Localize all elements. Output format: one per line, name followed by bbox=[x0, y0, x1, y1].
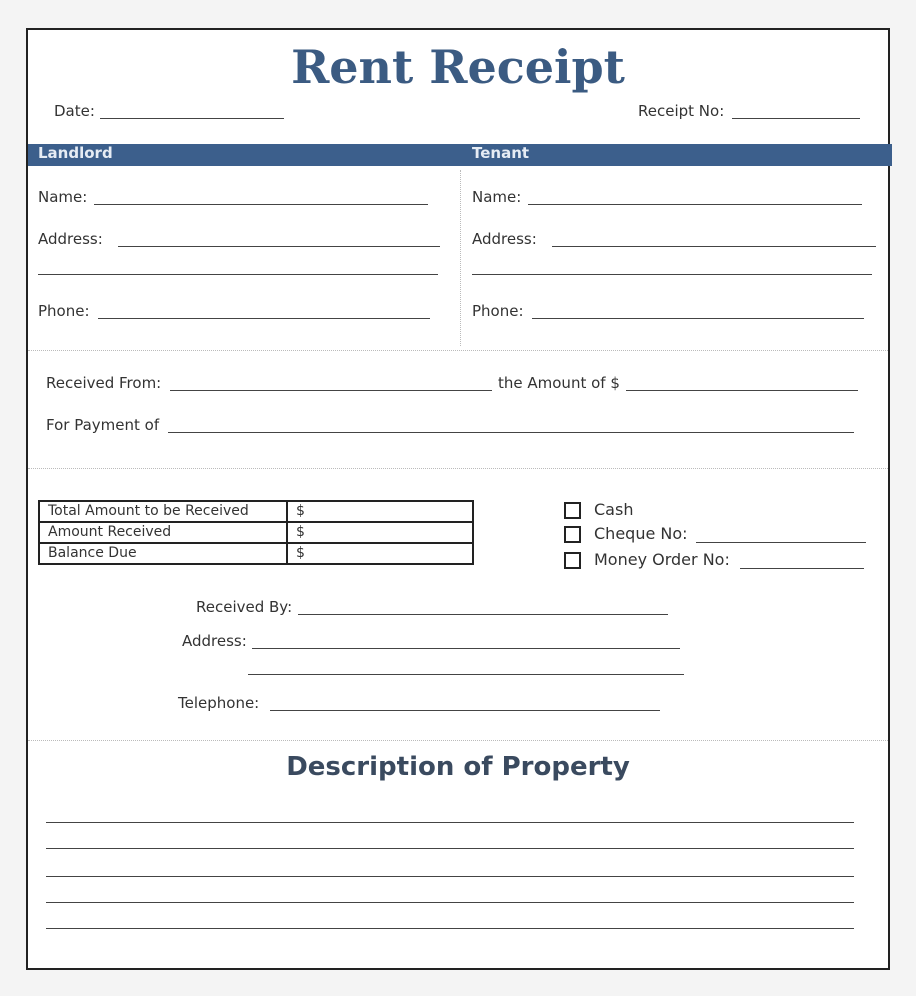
telephone-field[interactable] bbox=[270, 710, 660, 711]
total-amount-label: Total Amount to be Received bbox=[39, 501, 287, 522]
party-header-band bbox=[28, 144, 892, 166]
received-from-field[interactable] bbox=[170, 390, 492, 391]
cheque-checkbox[interactable] bbox=[564, 526, 581, 543]
date-field[interactable] bbox=[100, 118, 284, 119]
landlord-heading: Landlord bbox=[38, 144, 113, 162]
description-line[interactable] bbox=[46, 876, 854, 877]
section-divider bbox=[28, 740, 888, 741]
amount-received-label: Amount Received bbox=[39, 522, 287, 543]
landlord-address-field[interactable] bbox=[118, 246, 440, 247]
table-row bbox=[39, 543, 473, 564]
amount-label: the Amount of $ bbox=[498, 374, 620, 392]
telephone-label: Telephone: bbox=[178, 694, 260, 712]
description-line[interactable] bbox=[46, 928, 854, 929]
amount-received-field[interactable]: $ bbox=[287, 522, 473, 543]
receiver-address-field[interactable] bbox=[252, 648, 680, 649]
balance-due-label: Balance Due bbox=[39, 543, 287, 564]
landlord-phone-field[interactable] bbox=[98, 318, 430, 319]
money-order-no-field[interactable] bbox=[740, 568, 864, 569]
date-label: Date: bbox=[54, 102, 95, 120]
for-payment-field[interactable] bbox=[168, 432, 854, 433]
amounts-table bbox=[38, 500, 474, 565]
tenant-phone-label: Phone: bbox=[472, 302, 524, 320]
for-payment-label: For Payment of bbox=[46, 416, 160, 434]
party-divider bbox=[460, 170, 461, 346]
rent-receipt-form bbox=[26, 28, 890, 970]
amount-field[interactable] bbox=[626, 390, 858, 391]
section-divider bbox=[28, 350, 888, 351]
balance-due-field[interactable]: $ bbox=[287, 543, 473, 564]
table-row bbox=[39, 501, 473, 522]
receiver-address-field-2[interactable] bbox=[248, 674, 684, 675]
tenant-name-field[interactable] bbox=[528, 204, 862, 205]
money-order-label: Money Order No: bbox=[594, 550, 730, 569]
cash-checkbox[interactable] bbox=[564, 502, 581, 519]
description-line[interactable] bbox=[46, 822, 854, 823]
landlord-name-field[interactable] bbox=[94, 204, 428, 205]
receiver-address-label: Address: bbox=[182, 632, 247, 650]
table-row bbox=[39, 522, 473, 543]
landlord-address-field-2[interactable] bbox=[38, 274, 438, 275]
tenant-address-field[interactable] bbox=[552, 246, 876, 247]
total-amount-field[interactable]: $ bbox=[287, 501, 473, 522]
section-divider bbox=[28, 468, 888, 469]
cheque-no-field[interactable] bbox=[696, 542, 866, 543]
received-by-field[interactable] bbox=[298, 614, 668, 615]
tenant-address-label: Address: bbox=[472, 230, 537, 248]
tenant-heading: Tenant bbox=[472, 144, 530, 162]
description-title: Description of Property bbox=[286, 752, 630, 782]
receipt-no-field[interactable] bbox=[732, 118, 860, 119]
landlord-name-label: Name: bbox=[38, 188, 88, 206]
landlord-phone-label: Phone: bbox=[38, 302, 90, 320]
received-by-label: Received By: bbox=[196, 598, 293, 616]
tenant-address-field-2[interactable] bbox=[472, 274, 872, 275]
cheque-label: Cheque No: bbox=[594, 524, 688, 543]
description-line[interactable] bbox=[46, 848, 854, 849]
tenant-name-label: Name: bbox=[472, 188, 522, 206]
tenant-phone-field[interactable] bbox=[532, 318, 864, 319]
cash-label: Cash bbox=[594, 500, 634, 519]
description-line[interactable] bbox=[46, 902, 854, 903]
receipt-no-label: Receipt No: bbox=[638, 102, 725, 120]
money-order-checkbox[interactable] bbox=[564, 552, 581, 569]
landlord-address-label: Address: bbox=[38, 230, 103, 248]
receipt-title: Rent Receipt bbox=[291, 40, 625, 94]
received-from-label: Received From: bbox=[46, 374, 162, 392]
